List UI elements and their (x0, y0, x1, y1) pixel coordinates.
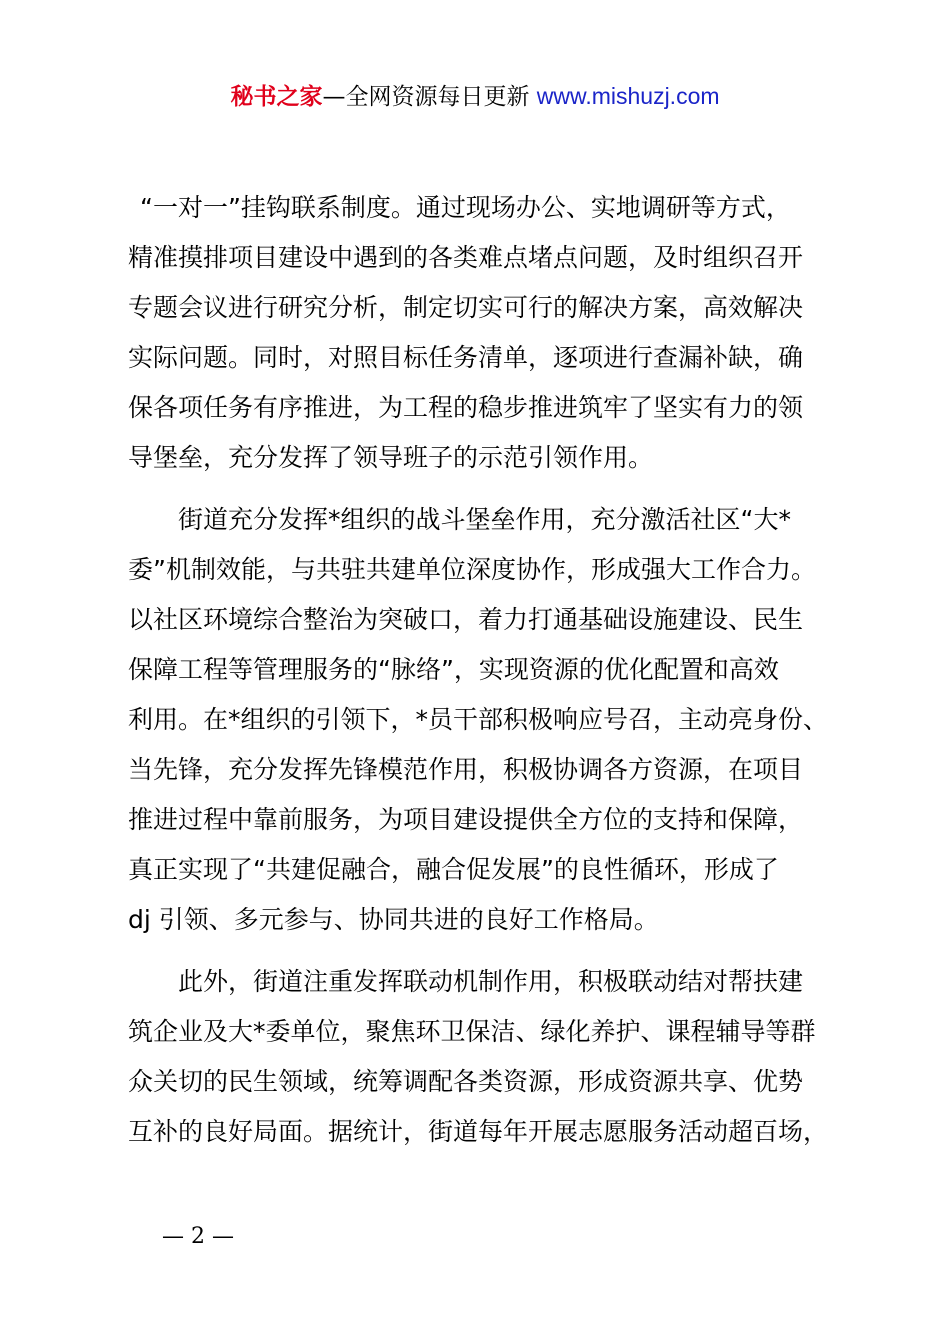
text-line: 以社区环境综合整治为突破口，着力打通基础设施建设、民生 (128, 605, 804, 634)
paragraph-1 (128, 183, 833, 483)
header-slogan: —全网资源每日更新 (322, 84, 537, 110)
text-line: 此外，街道注重发挥联动机制作用，积极联动结对帮扶建 (178, 967, 804, 996)
document-body (128, 183, 833, 1157)
text-line: 保各项任务有序推进，为工程的稳步推进筑牢了坚实有力的领 (128, 393, 804, 422)
text-line: 导堡垒，充分发挥了领导班子的示范引领作用。 (128, 443, 654, 472)
text-line: 实际问题。同时，对照目标任务清单，逐项进行查漏补缺，确 (128, 343, 804, 372)
text-line: 推进过程中靠前服务，为项目建设提供全方位的支持和保障， (128, 805, 804, 834)
paragraph-2 (128, 495, 833, 945)
site-url[interactable]: www.mishuzj.com (536, 83, 720, 109)
text-line: 利用。在*组织的引领下，*员干部积极响应号召，主动亮身份、 (128, 705, 829, 734)
paragraph-3 (128, 957, 833, 1157)
text-line: 当先锋，充分发挥先锋模范作用，积极协调各方资源，在项目 (128, 755, 804, 784)
text-line: 街道充分发挥*组织的战斗堡垒作用，充分激活社区“大* (178, 505, 791, 534)
text-line: 众关切的民生领域，统筹调配各类资源，形成资源共享、优势 (128, 1067, 804, 1096)
brand-name: 秘书之家 (230, 84, 323, 110)
text-line: 筑企业及大*委单位，聚焦环卫保洁、绿化养护、课程辅导等群 (128, 1017, 816, 1046)
text-line: 互补的良好局面。据统计，街道每年开展志愿服务活动超百场， (128, 1117, 829, 1146)
text-line: 专题会议进行研究分析，制定切实可行的解决方案，高效解决 (128, 293, 804, 322)
page-number: — 2 — (162, 1224, 234, 1249)
text-line: 精准摸排项目建设中遇到的各类难点堵点问题，及时组织召开 (128, 243, 804, 272)
text-line: 保障工程等管理服务的“脉络”，实现资源的优化配置和高效 (128, 655, 779, 684)
page-header (0, 78, 950, 115)
text-line: 委”机制效能，与共驻共建单位深度协作，形成强大工作合力。 (128, 555, 816, 584)
text-line: 真正实现了“共建促融合，融合促发展”的良性循环，形成了 (128, 855, 779, 884)
text-line: “一对一”挂钩联系制度。通过现场办公、实地调研等方式， (140, 193, 791, 222)
text-line: dj 引领、多元参与、协同共进的良好工作格局。 (128, 905, 659, 934)
